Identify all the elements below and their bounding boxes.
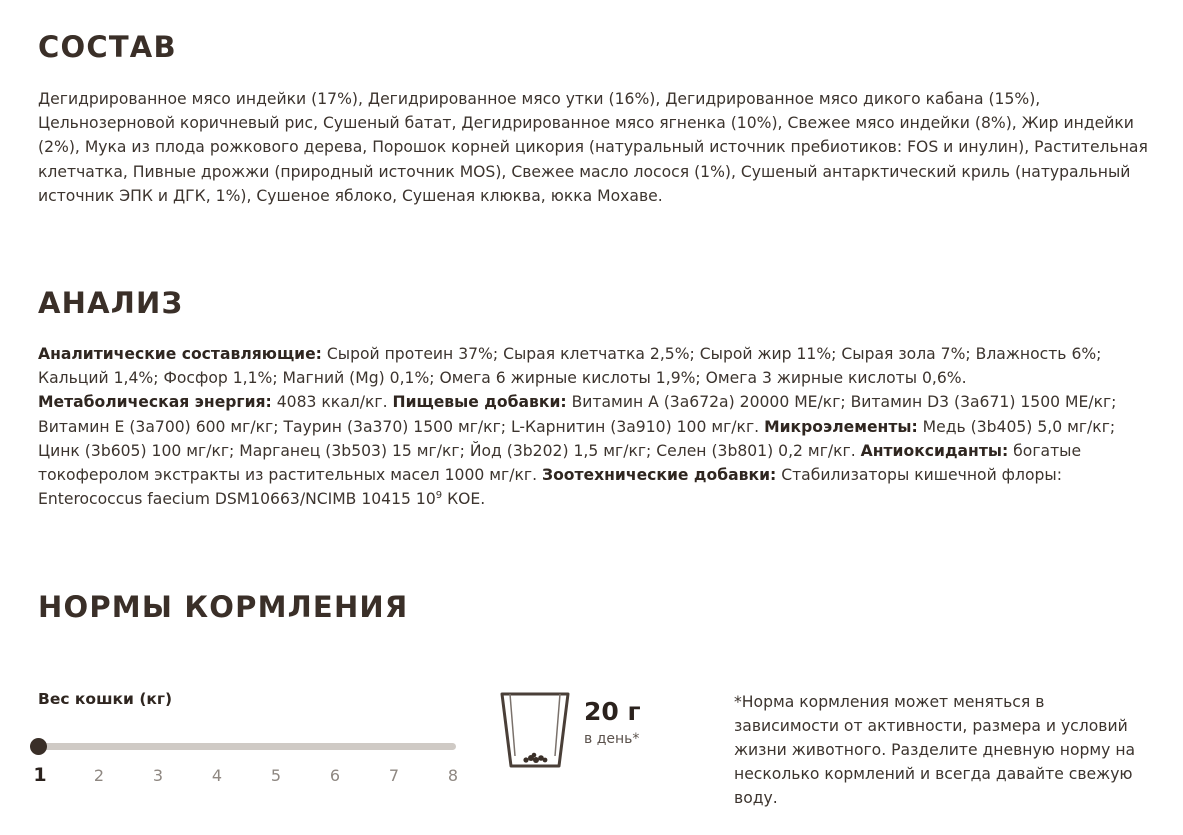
per-day-label: в день* <box>584 731 640 747</box>
energy-value: 4083 ккал/кг. <box>271 393 393 412</box>
composition-title: СОСТАВ <box>38 30 177 64</box>
weight-tick-4[interactable]: 4 <box>211 766 223 785</box>
zoo-value: Стабилизаторы кишечной флоры: Enterococcus faecium DSM10663/NCIMB 10415 10 <box>38 466 1062 509</box>
feeding-title: НОРМЫ КОРМЛЕНИЯ <box>38 590 409 624</box>
analysis-title: АНАЛИЗ <box>38 286 184 320</box>
slider-track[interactable] <box>38 743 456 750</box>
weight-label: Вес кошки (кг) <box>38 690 173 708</box>
weight-slider[interactable] <box>30 732 460 762</box>
slider-thumb[interactable] <box>30 738 47 755</box>
weight-tick-5[interactable]: 5 <box>270 766 282 785</box>
antiox-value: богатые токоферолом экстракты из растительных масел 1000 мг/кг. <box>38 441 1082 485</box>
additives-values: Витамин A (3a672a) 20000 МЕ/кг; Витамин D3 (3a671) 1500 МЕ/кг; Витамин E (3a700) 600 мг/кг; Таурин (3a370) 1500 мг/кг; L-Карнитин (3a910) 100 мг/кг. <box>38 393 1117 436</box>
weight-tick-1[interactable]: 1 <box>33 764 47 786</box>
zoo-unit: КОЕ. <box>442 490 486 509</box>
weight-tick-7[interactable]: 7 <box>388 766 400 785</box>
energy-label: Метаболическая энергия: <box>38 393 272 412</box>
daily-amount: 20 г <box>584 697 641 726</box>
additives-label: Пищевые добавки: <box>392 393 567 412</box>
analysis-text <box>38 342 1150 511</box>
analytic-values: Сырой протеин 37%; Сырая клетчатка 2,5%; Сырой жир 11%; Сырая зола 7%; Влажность 6%; Кальций 1,4%; Фосфор 1,1%; Магний (Mg) 0,1%; Омега 6 жирные кислоты 1,9%; Омега 3 жирные кислоты 0,6%. <box>38 345 1102 388</box>
weight-tick-6[interactable]: 6 <box>329 766 341 785</box>
weight-tick-2[interactable]: 2 <box>93 766 105 785</box>
composition-text: Дегидрированное мясо индейки (17%), Дегидрированное мясо утки (16%), Дегидрированное мясо дикого кабана (15%), Цельнозерновой коричневый рис, Сушеный батат, Дегидрированное мясо ягненка (10%), Свежее мясо индейки (8%), Жир индейки (2%), Мука из плода рожкового дерева, Порошок корней цикория (натуральный источник пребиотиков: FOS и инулин), Растительная клетчатка, Пивные дрожжи (природный источник MOS), Свежее масло лосося (1%), Сушеный антарктический криль (натуральный источник ЭПК и ДГК, 1%), Сушеное яблоко, Сушеная клюква, юкка Мохаве. <box>38 90 1148 205</box>
micro-label: Микроэлементы: <box>764 417 918 436</box>
weight-tick-8[interactable]: 8 <box>447 766 459 785</box>
zoo-exponent: 9 <box>435 490 443 502</box>
zoo-label: Зоотехнические добавки: <box>541 466 777 485</box>
feeding-note: *Норма кормления может меняться в зависимости от активности, размера и условий жизни животного. Разделите дневную норму на несколько кормлений и всегда давайте свежую воду. <box>734 693 1136 807</box>
food-bowl-icon <box>497 688 573 772</box>
analytic-label: Аналитические составляющие: <box>38 345 322 363</box>
antiox-label: Антиоксиданты: <box>860 441 1009 460</box>
micro-values: Медь (3b405) 5,0 мг/кг; Цинк (3b605) 100 мг/кг; Марганец (3b503) 15 мг/кг; Йод (3b202) 1,5 мг/кг; Селен (3b801) 0,2 мг/кг. <box>38 417 1116 460</box>
weight-tick-3[interactable]: 3 <box>152 766 164 785</box>
